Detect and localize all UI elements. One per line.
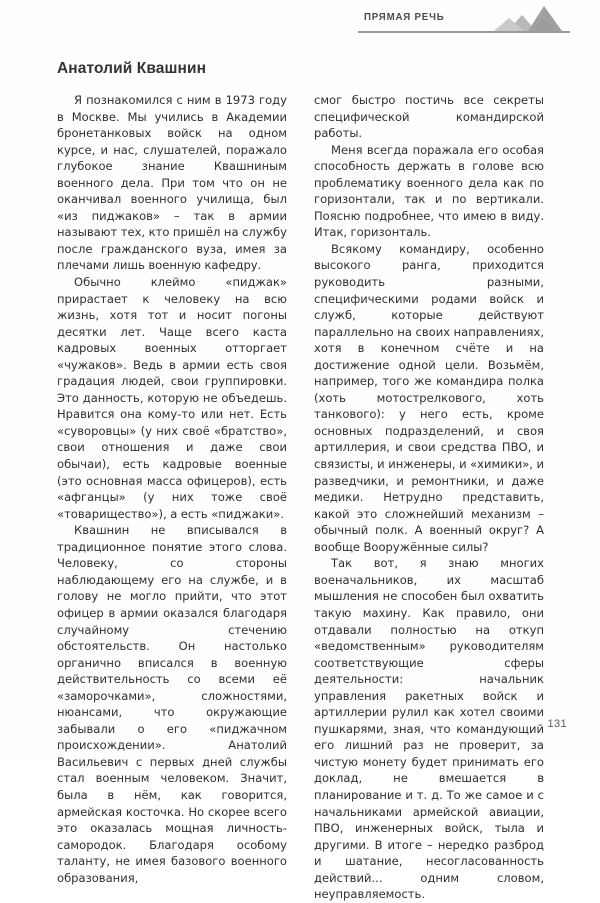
- paragraph: Я познакомился с ним в 1973 году в Москве. Мы учились в Академии бронетанковых войск на одном курсе, и нас, слушателей, поражало глубокое знание Квашниным военного дела. При том что он не оканчивал военного училища, был «из пиджаков» – так в армии называют тех, кто пришёл на службу после гражданского вуза, имея за плечами лишь военную кафедру.: [57, 93, 287, 273]
- paragraph: Всякому командиру, особенно высокого ранга, приходится руководить разными, специфическими родами войск и служб, которые действуют параллельно на своих направлениях, хотя в конечном счёте и на достижение одной цели. Возьмём, например, того же командира полка (хоть мотострелкового, хоть танкового): у него есть, кроме основных подразделений, и своя артиллерия, и свои средства ПВО, и связисты, и инженеры, и «химики», и разведчики, и ремонтники, и даже медики. Нетрудно представить, какой это сложнейший механизм – обычный полк. А военный округ? А вообще Вооружённые силы?: [314, 241, 544, 554]
- paragraph: Так вот, я знаю многих военачальников, их масштаб мышления не способен был охватить такую махину. Как правило, они отдавали полностью на откуп «ведомственным» руководителям соответствующие сферы деятельности: начальник управления ракетных войск и артиллерии рулил как хотел своими пушкарями, зная, что командующий его лишний раз не проверит, за чистую монету будет принимать его доклад, не вмешается в планирование и т. д. То же самое и с начальниками армейской авиации, ПВО, инженерных войск, тыла и другими. В итоге – нередко разброд и шатание, несогласованность действий... одним словом, неуправляемость.: [314, 556, 544, 902]
- header-rule: [358, 31, 570, 33]
- column-left: [57, 92, 287, 885]
- paragraph: Квашнин не вписывался в традиционное понятие этого слова. Человеку, со стороны наблюдающему его на службе, и в голову не могло прийти, что этот офицер в армии оказался благодаря случайному стечению обстоятельств. Он настолько органично вписался в военную действительность со всеми её «заморочками», сложностями, нюансами, что окружающие забывали о его «пиджачном происхождении». Анатолий Васильевич с первых дней службы стал военным человеком. Значит, была в нём, как говорится, армейская косточка. Но скорее всего это оказалась мощная личность-самородок. Благодаря особому таланту, не имея базового военного образования,: [57, 523, 287, 885]
- article-body: [57, 92, 544, 902]
- mountains-icon: [482, 5, 570, 31]
- paragraph: Обычно клеймо «пиджак» прирастает к человеку на всю жизнь, хотя тот и носит погоны десятки лет. Чаще всего каста кадровых военных отторгает «чужаков». Ведь в армии есть своя градация людей, свои группировки. Это данность, которую не объедешь. Нравится она кому-то или нет. Есть «суворовцы» (у них своё «братство», свои отношения и даже свои обычаи), есть кадровые военные (это основная масса офицеров), есть «афганцы» (у них тоже своё «товарищество»), а есть «пиджаки».: [57, 275, 287, 521]
- paragraph: смог быстро постичь все секреты специфической командирской работы.: [314, 93, 544, 141]
- running-header: [330, 4, 570, 34]
- running-header-title: ПРЯМАЯ РЕЧЬ: [364, 11, 445, 23]
- page-number: 131: [547, 718, 567, 730]
- page-title: Анатолий Квашнин: [57, 60, 207, 78]
- column-right: [314, 92, 544, 902]
- paragraph: Меня всегда поражала его особая способность держать в голове всю проблематику военного дела как по горизонтали, так и по вертикали. Поясню подробнее, что имею в виду. Итак, горизонталь.: [314, 142, 544, 240]
